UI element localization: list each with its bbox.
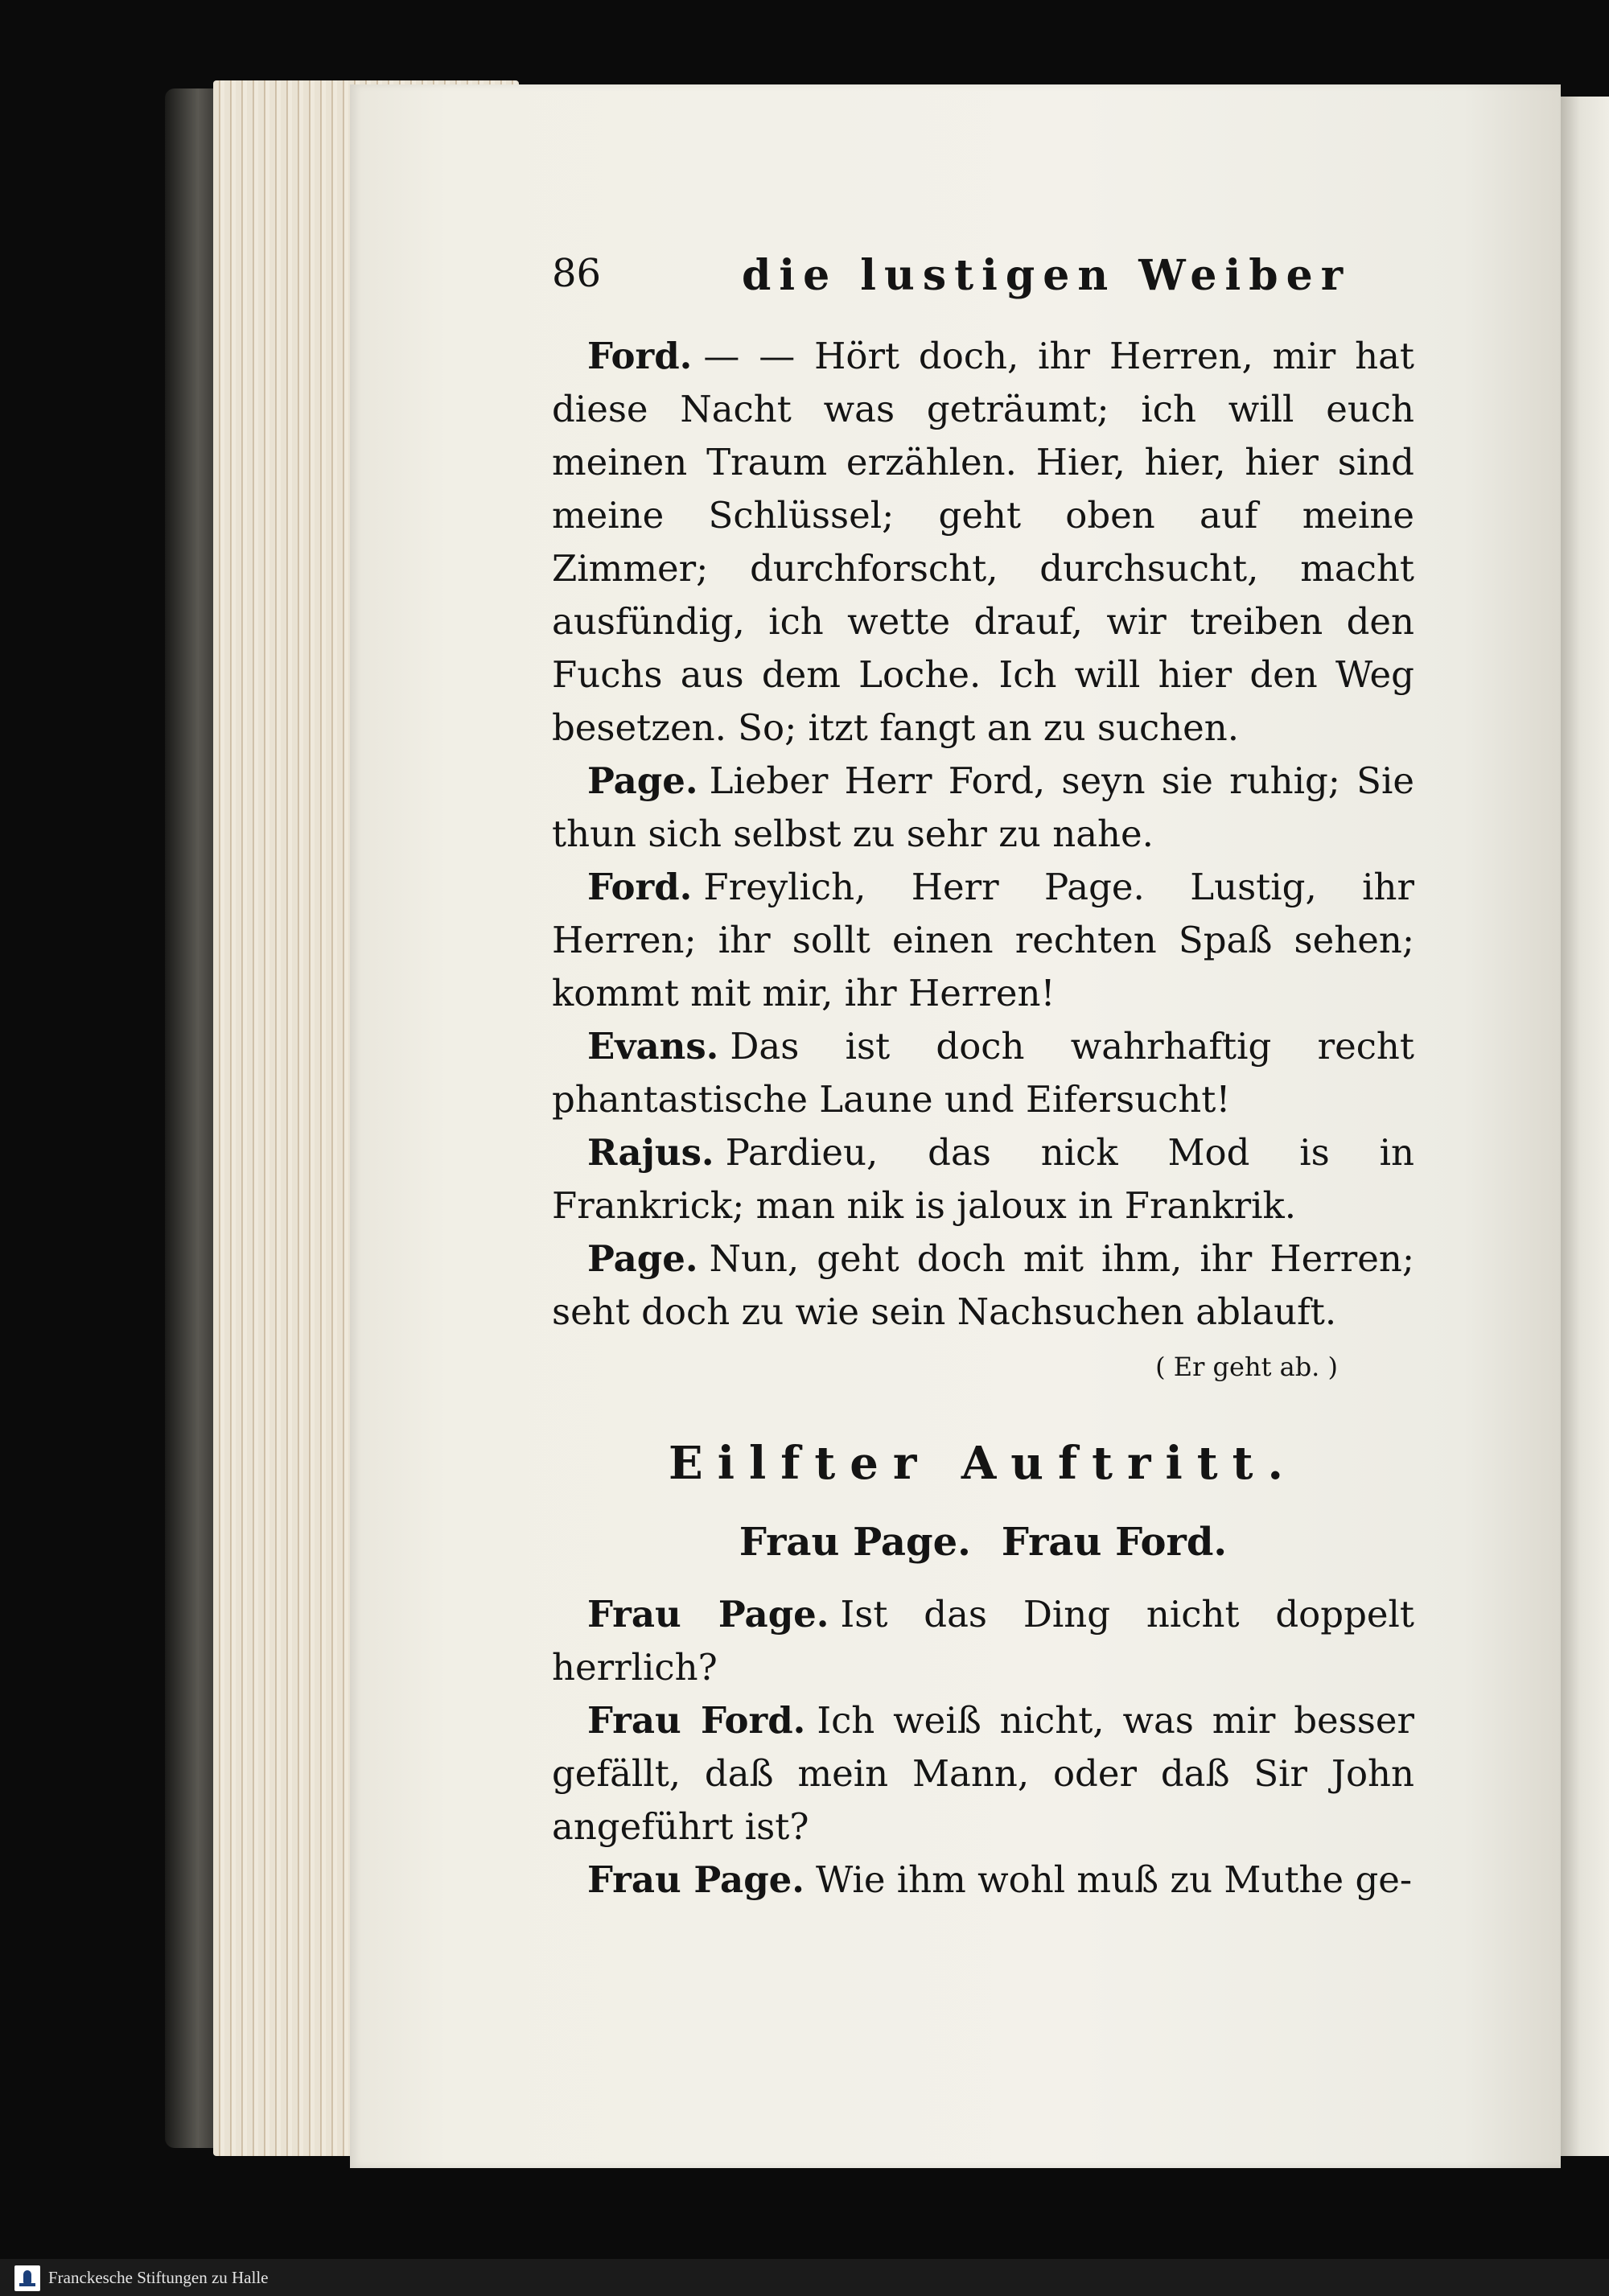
dialogue-paragraph <box>552 755 1414 861</box>
speaker-name: Frau Page. <box>587 1858 804 1901</box>
dialogue-text: Lieber Herr Ford, seyn sie ruhig; Sie thun sich selbst zu sehr zu nahe. <box>552 759 1414 855</box>
facing-page-edge <box>1561 97 1609 2156</box>
institution-name: Franckesche Stiftungen zu Halle <box>48 2268 269 2287</box>
speaker-name: Frau Ford. <box>587 1699 806 1742</box>
page-text <box>552 330 1414 1907</box>
speaker-name: Page. <box>587 1237 698 1280</box>
dialogue-text: — — Hört doch, ihr Herren, mir hat diese Nacht was geträumt; ich will euch meinen Traum erzählen. Hier, hier, hier sind meine Schlüssel; geht oben auf meine Zimmer; durchforscht, durchsucht, macht ausfündig, ich wette drauf, wir treiben den Fuchs aus dem Loche. Ich will hier den Weg besetzen. So; itzt fangt an zu suchen. <box>552 335 1414 749</box>
dialogue-paragraph <box>552 330 1414 755</box>
stage-direction: ( Er geht ab. ) <box>1155 1352 1338 1382</box>
character-name: Frau Ford. <box>1001 1520 1228 1565</box>
running-title: die lustigen Weiber <box>742 251 1352 300</box>
speaker-name: Evans. <box>587 1025 719 1068</box>
dialogue-text: Nun, geht doch mit ihm, ihr Herren; seht doch zu wie sein Nachsuchen ablauft. <box>552 1237 1414 1333</box>
dialogue-paragraph <box>552 861 1414 1020</box>
scene-title: Eilfter Auftritt. <box>669 1437 1298 1490</box>
speaker-name: Page. <box>587 759 698 802</box>
dialogue-paragraph <box>552 1588 1414 1694</box>
character-name: Frau Page. <box>739 1520 971 1565</box>
footer-bar <box>0 2259 1609 2296</box>
speaker-name: Ford. <box>587 866 693 908</box>
dialogue-paragraph <box>552 1126 1414 1232</box>
dialogue-text: Freylich, Herr Page. Lustig, ihr Herren; ihr sollt einen rechten Spaß sehen; kommt mit mir, ihr Herren! <box>552 866 1414 1014</box>
scene-characters <box>552 1516 1414 1569</box>
dialogue-text: Wie ihm wohl muß zu Muthe ge- <box>815 1858 1413 1901</box>
speaker-name: Frau Page. <box>587 1593 829 1636</box>
dialogue-paragraph <box>552 1232 1414 1339</box>
speaker-name: Rajus. <box>587 1131 714 1174</box>
dialogue-text: Das ist doch wahrhaftig recht phantastische Laune und Eifersucht! <box>552 1025 1414 1121</box>
francke-foundation-logo-icon <box>14 2265 40 2291</box>
dialogue-text: Ist das Ding nicht doppelt herrlich? <box>552 1593 1414 1689</box>
dialogue-paragraph <box>552 1854 1414 1907</box>
dialogue-paragraph <box>552 1694 1414 1854</box>
dialogue-text: Pardieu, das nick Mod is in Frankrick; man nik is jaloux in Frankrik. <box>552 1131 1414 1227</box>
dialogue-paragraph <box>552 1020 1414 1126</box>
page-header <box>552 251 1356 299</box>
dialogue-text: Ich weiß nicht, was mir besser gefällt, daß mein Mann, oder daß Sir John angeführt ist? <box>552 1699 1414 1848</box>
speaker-name: Ford. <box>587 335 693 377</box>
page-number: 86 <box>552 251 602 296</box>
